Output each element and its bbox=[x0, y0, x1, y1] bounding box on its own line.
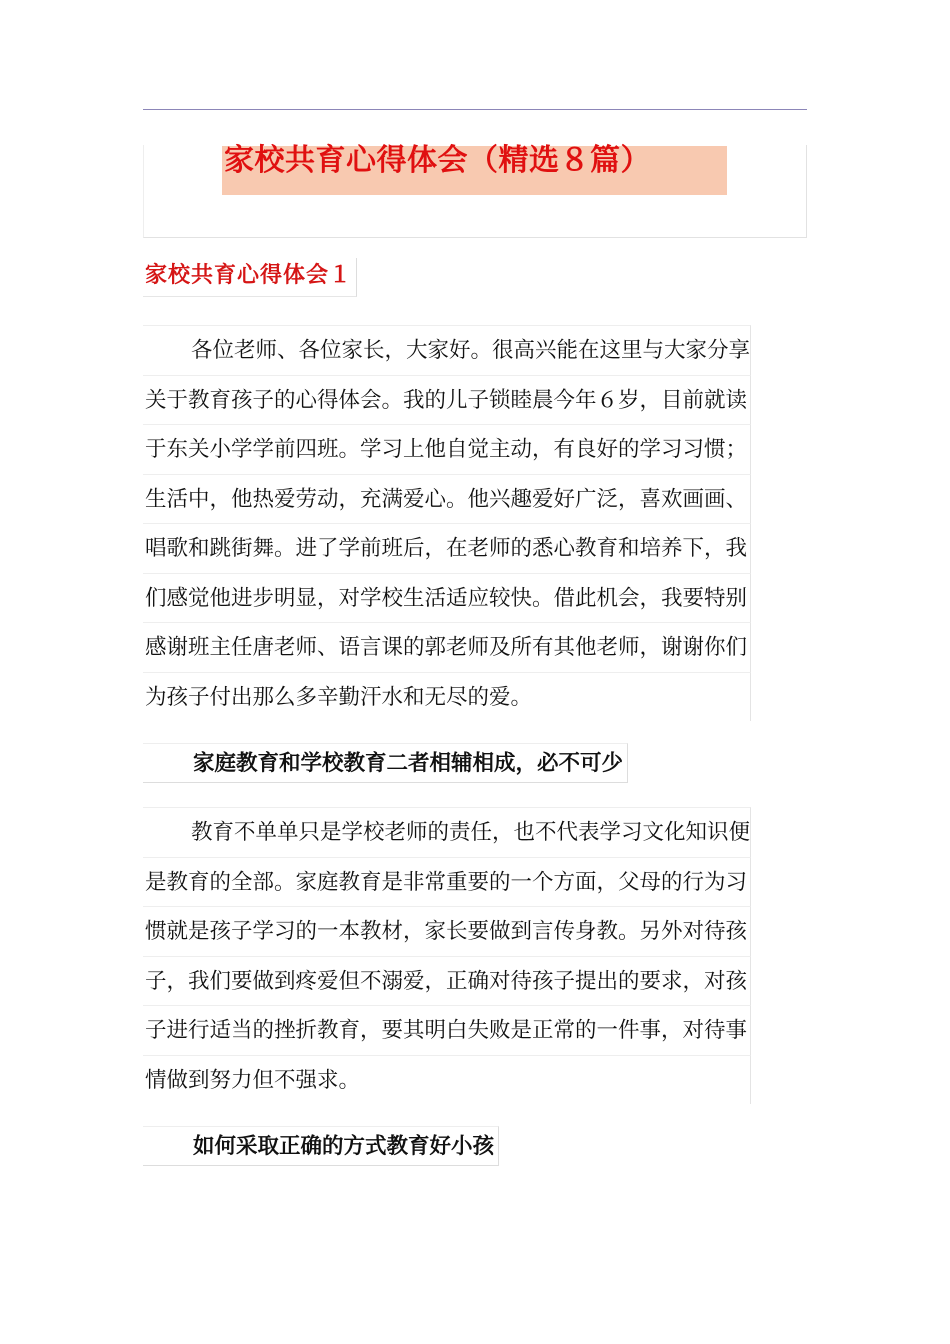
paragraph-line: 教育不单单只是学校老师的责任，也不代表学习文化知识便 bbox=[143, 807, 751, 857]
paragraph-1 bbox=[143, 325, 751, 721]
paragraph-line: 唱歌和跳街舞。进了学前班后，在老师的悉心教育和培养下，我 bbox=[143, 523, 751, 573]
paragraph-line: 情做到努力但不强求。 bbox=[143, 1055, 751, 1105]
paragraph-line: 子，我们要做到疼爱但不溺爱，正确对待孩子提出的要求，对孩 bbox=[143, 956, 751, 1006]
paragraph-line: 关于教育孩子的心得体会。我的儿子锁睦晨今年６岁，目前就读 bbox=[143, 375, 751, 425]
sub-heading-2: 如何采取正确的方式教育好小孩 bbox=[143, 1126, 499, 1166]
paragraph-line: 生活中，他热爱劳动，充满爱心。他兴趣爱好广泛，喜欢画画、 bbox=[143, 474, 751, 524]
paragraph-line: 各位老师、各位家长，大家好。很高兴能在这里与大家分享 bbox=[143, 325, 751, 375]
section-heading-1: 家校共育心得体会１ bbox=[143, 258, 357, 297]
sub-heading-1: 家庭教育和学校教育二者相辅相成，必不可少 bbox=[143, 743, 628, 783]
paragraph-line: 于东关小学学前四班。学习上他自觉主动，有良好的学习习惯； bbox=[143, 424, 751, 474]
paragraph-line: 惯就是孩子学习的一本教材，家长要做到言传身教。另外对待孩 bbox=[143, 906, 751, 956]
paragraph-2 bbox=[143, 807, 751, 1104]
document-title: 家校共育心得体会（精选８篇） bbox=[222, 146, 727, 195]
paragraph-line: 们感觉他进步明显，对学校生活适应较快。借此机会，我要特别 bbox=[143, 573, 751, 623]
paragraph-line: 子进行适当的挫折教育，要其明白失败是正常的一件事，对待事 bbox=[143, 1005, 751, 1055]
top-horizontal-rule bbox=[143, 109, 807, 110]
paragraph-line: 感谢班主任唐老师、语言课的郭老师及所有其他老师，谢谢你们 bbox=[143, 622, 751, 672]
paragraph-line: 为孩子付出那么多辛勤汗水和无尽的爱。 bbox=[143, 672, 751, 722]
paragraph-line: 是教育的全部。家庭教育是非常重要的一个方面，父母的行为习 bbox=[143, 857, 751, 907]
